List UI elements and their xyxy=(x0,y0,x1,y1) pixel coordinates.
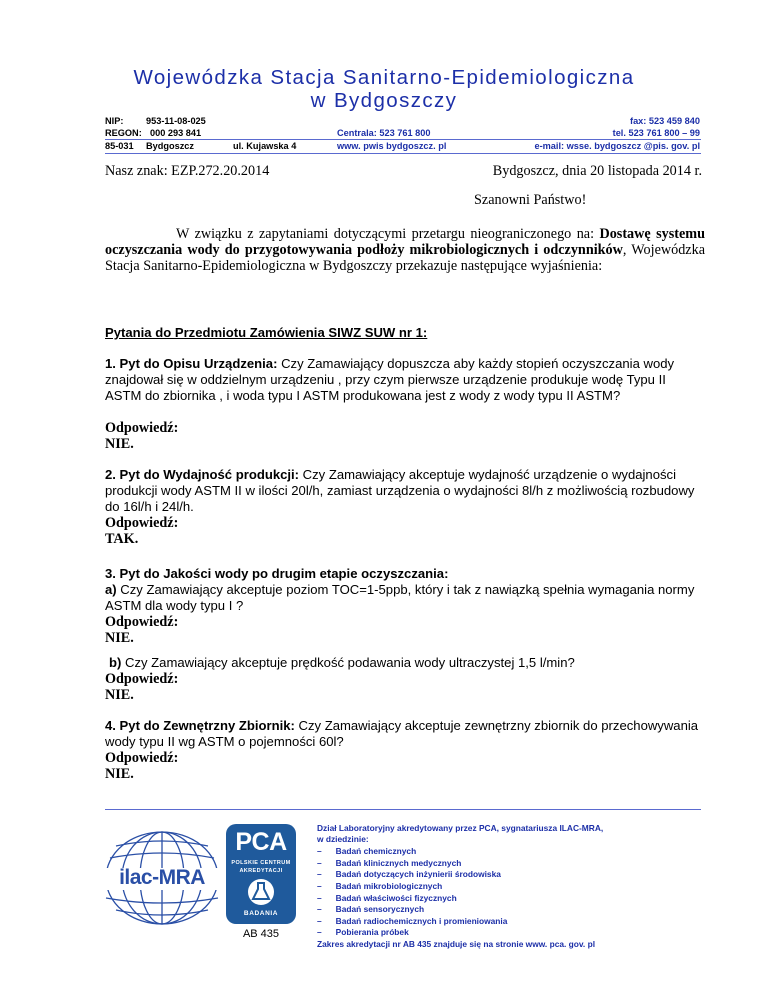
accreditation-field: – Badań chemicznych xyxy=(317,846,417,856)
question-3b-text: Czy Zamawiający akceptuje prędkość podawania wody ultraczystej 1,5 l/min? xyxy=(121,655,575,670)
nip-value: 953-11-08-025 xyxy=(146,116,206,126)
answer-2-label: Odpowiedź: xyxy=(105,515,179,531)
accreditation-scope: Zakres akredytacji nr AB 435 znajduje się na stronie www. pca. gov. pl xyxy=(317,939,596,949)
email-link[interactable]: e-mail: wsse. bydgoszcz @pis. gov. pl xyxy=(534,141,700,151)
ilac-logo-text: ilac-MRA xyxy=(119,866,205,889)
fax-number: fax: 523 459 840 xyxy=(630,116,700,126)
accreditation-field: – Pobierania próbek xyxy=(317,927,409,937)
question-3b xyxy=(109,655,709,671)
question-4-title: 4. Pyt do Zewnętrzny Zbiornik: xyxy=(105,718,295,733)
answer-3b-label: Odpowiedź: xyxy=(105,671,179,687)
central-phone: Centrala: 523 761 800 xyxy=(337,128,431,138)
header-divider-top xyxy=(105,139,701,140)
accreditation-field: – Badań klinicznych medycznych xyxy=(317,858,462,868)
answer-3a-label: Odpowiedź: xyxy=(105,614,179,630)
ilac-mra-logo xyxy=(100,828,224,928)
question-3a-text: Czy Zamawiający akceptuje poziom TOC=1-5ppb, który i tak z nawiązką spełnia wymagania normy ASTM dla wody typu I ? xyxy=(105,582,695,613)
section-heading: Pytania do Przedmiotu Zamówienia SIWZ SUW nr 1: xyxy=(105,325,428,340)
question-2-text: Czy Zamawiający akceptuje wydajność urządzenie o wydajności produkcji wody ASTM II w ilości 20l/h, zamiast urządzenia o wydajności 8l/h z możliwością rozbudowy do 16l/h i 24l/h. xyxy=(105,467,695,514)
salutation: Szanowni Państwo! xyxy=(474,192,587,208)
question-3-title: 3. Pyt do Jakości wody po drugim etapie oczyszczania: xyxy=(105,566,449,581)
regon-label: REGON: xyxy=(105,128,142,138)
intro-paragraph xyxy=(105,226,705,274)
flask-icon xyxy=(247,878,275,906)
accreditation-line-2: w dziedzinie: xyxy=(317,834,369,844)
accreditation-field: – Badań dotyczących inżynierii środowiska xyxy=(317,869,501,879)
reference-number: Nasz znak: EZP.272.20.2014 xyxy=(105,163,270,179)
institution-name-line2: w Bydgoszczy xyxy=(310,89,458,112)
header-divider-bottom xyxy=(105,153,701,154)
intro-text-start: W związku z zapytaniami dotyczącymi przetargu nieograniczonego na: xyxy=(176,226,600,242)
pca-logo-text: PCA xyxy=(235,828,287,856)
city: Bydgoszcz xyxy=(146,141,194,151)
answer-1-label: Odpowiedź: xyxy=(105,420,179,436)
nip-label: NIP: xyxy=(105,116,124,126)
answer-3a-value: NIE. xyxy=(105,630,134,646)
footer-divider xyxy=(105,809,701,810)
pca-subtitle-1: POLSKIE CENTRUM xyxy=(231,860,291,866)
question-3b-label: b) xyxy=(109,655,122,670)
pca-badge-label: BADANIA xyxy=(243,910,279,917)
intro-text-end: , Wojewódzka Stacja Sanitarno-Epidemiologiczna w Bydgoszczy przekazuje następujące wyjaśnienia: xyxy=(105,242,705,274)
question-1-title: 1. Pyt do Opisu Urządzenia: xyxy=(105,356,278,371)
question-3a-label: a) xyxy=(105,582,117,597)
postcode: 85-031 xyxy=(105,141,134,151)
regon-value: 000 293 841 xyxy=(150,128,202,138)
question-4 xyxy=(105,718,705,750)
letter-date: Bydgoszcz, dnia 20 listopada 2014 r. xyxy=(492,163,702,179)
answer-3b-value: NIE. xyxy=(105,687,134,703)
question-3a xyxy=(105,582,705,614)
answer-4-value: NIE. xyxy=(105,766,134,782)
question-1 xyxy=(105,356,705,404)
accreditation-field: – Badań radiochemicznych i promieniowania xyxy=(317,916,508,926)
accreditation-line-1: Dział Laboratoryjny akredytowany przez PCA, sygnatariusza ILAC-MRA, xyxy=(317,823,604,833)
answer-4-label: Odpowiedź: xyxy=(105,750,179,766)
tender-subject: Dostawę systemu oczyszczania wody do przygotowywania podłoży mikrobiologicznych i odczynników xyxy=(105,226,705,258)
accreditation-field: – Badań sensorycznych xyxy=(317,904,425,914)
answer-1-value: NIE. xyxy=(105,436,134,452)
question-1-text: Czy Zamawiający dopuszcza aby każdy stopień oczyszczania wody znajdował się w oddzielnym urządzeniu , przy czym pierwsze urządzenie produkuje wodę Typu II ASTM do zbiornika , i woda typu I ASTM produkowana jest z wody z wody typu II ASTM? xyxy=(105,356,675,403)
pca-logo xyxy=(226,824,296,924)
answer-2-value: TAK. xyxy=(105,531,139,547)
accreditation-field: – Badań właściwości fizycznych xyxy=(317,893,457,903)
ab-number: AB 435 xyxy=(242,928,280,940)
website-link[interactable]: www. pwis bydgoszcz. pl xyxy=(337,141,447,151)
question-2-title: 2. Pyt do Wydajność produkcji: xyxy=(105,467,300,482)
tel-number: tel. 523 761 800 – 99 xyxy=(612,128,700,138)
question-2 xyxy=(105,467,705,515)
street-address: ul. Kujawska 4 xyxy=(233,141,297,151)
accreditation-field: – Badań mikrobiologicznych xyxy=(317,881,443,891)
question-4-text: Czy Zamawiający akceptuje zewnętrzny zbiornik do przechowywania wody typu II wg ASTM o pojemności 60l? xyxy=(105,718,699,749)
pca-subtitle-2: AKREDYTACJI xyxy=(239,868,283,874)
institution-name-line1: Wojewódzka Stacja Sanitarno-Epidemiologiczna xyxy=(133,66,635,89)
